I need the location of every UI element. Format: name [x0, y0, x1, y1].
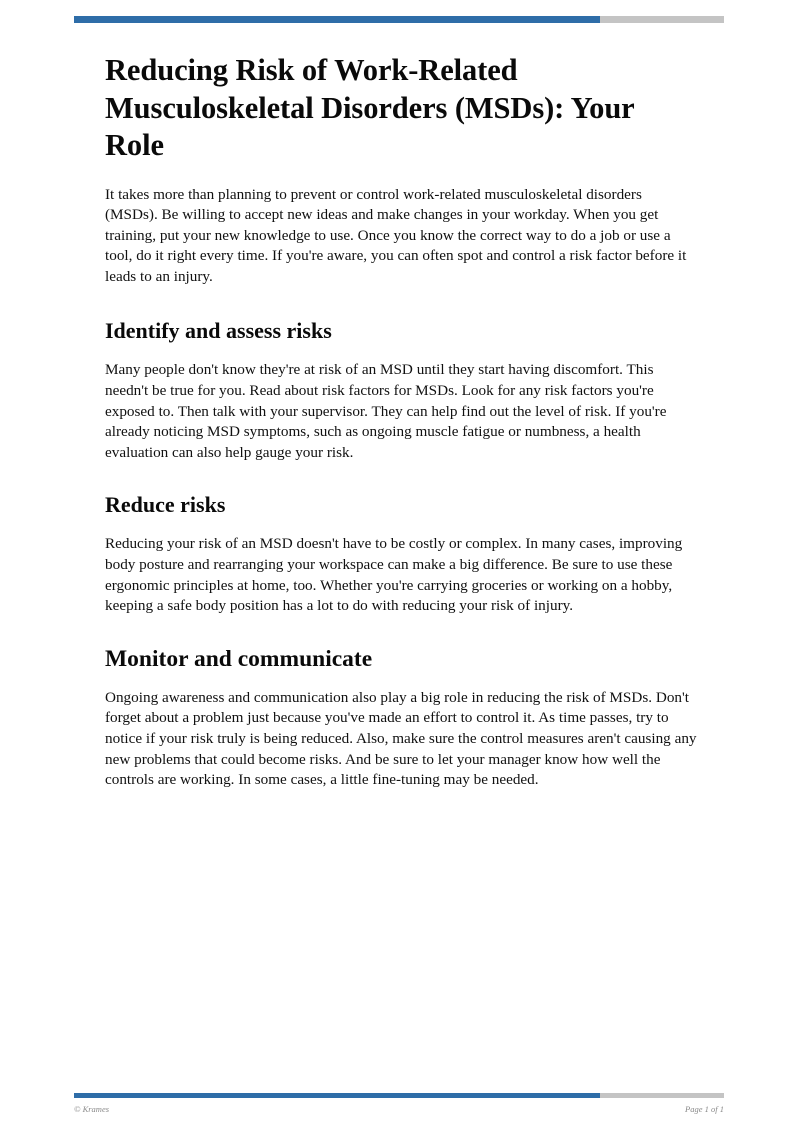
section-body-identify-and-assess-risks: Many people don't know they're at risk of an MSD until they start having discomfort. This needn't be true for you. Read about risk factors for MSDs. Look for any risk factors you're exposed to. Then talk with your supervisor. They can help find out the level of risk. If you're already noticing MSD symptoms, such as ongoing muscle fatigue or numbness, a health evaluation can also help gauge your risk. [105, 361, 667, 461]
footer-rule-blue-segment [74, 1093, 600, 1098]
header-rule-gray-segment [600, 16, 724, 23]
section-heading-reduce-risks: Reduce risks [105, 492, 226, 518]
section-identify-and-assess-risks [105, 318, 697, 463]
section-reduce-risks [105, 492, 697, 616]
section-body-monitor-and-communicate: Ongoing awareness and communication also play a big role in reducing the risk of MSDs. Don't forget about a problem just because you've made an effort to control it. As time passes, try to notice if your risk truly is being reduced. Also, make sure the control measures aren't causing any new problems that could become risks. And be sure to let your manager know how well the controls are working. In some cases, a little fine-tuning may be needed. [105, 688, 697, 789]
footer-page-indicator: Page 1 of 1 [685, 1103, 724, 1114]
header-rule [74, 16, 724, 23]
header-rule-blue-segment [74, 16, 600, 23]
footer-rule [74, 1093, 724, 1098]
page-footer [74, 1101, 724, 1117]
intro-paragraph: It takes more than planning to prevent or control work-related musculoskeletal disorders (MSDs). Be willing to accept new ideas and make changes in your workday. When you get training, put your new knowledge to use. Once you know the correct way to do a job or use a tool, do it right every time. If you're aware, you can often spot and control a risk factor before it leads to an injury. [105, 185, 687, 285]
page-title: Reducing Risk of Work-Related Musculoskeletal Disorders (MSDs): Your Role [105, 53, 635, 162]
section-heading-monitor-and-communicate: Monitor and communicate [105, 645, 373, 672]
document-content [105, 52, 697, 791]
section-monitor-and-communicate [105, 646, 697, 791]
footer-copyright: © Krames [74, 1103, 110, 1114]
footer-rule-gray-segment [600, 1093, 724, 1098]
section-heading-identify-and-assess-risks: Identify and assess risks [105, 318, 332, 344]
section-body-reduce-risks: Reducing your risk of an MSD doesn't have to be costly or complex. In many cases, improving body posture and rearranging your workspace can make a big difference. Be sure to use these ergonomic principles at home, too. Whether you're carrying groceries or working on a hobby, keeping a safe body position has a lot to do with reducing your risk of injury. [105, 535, 683, 615]
